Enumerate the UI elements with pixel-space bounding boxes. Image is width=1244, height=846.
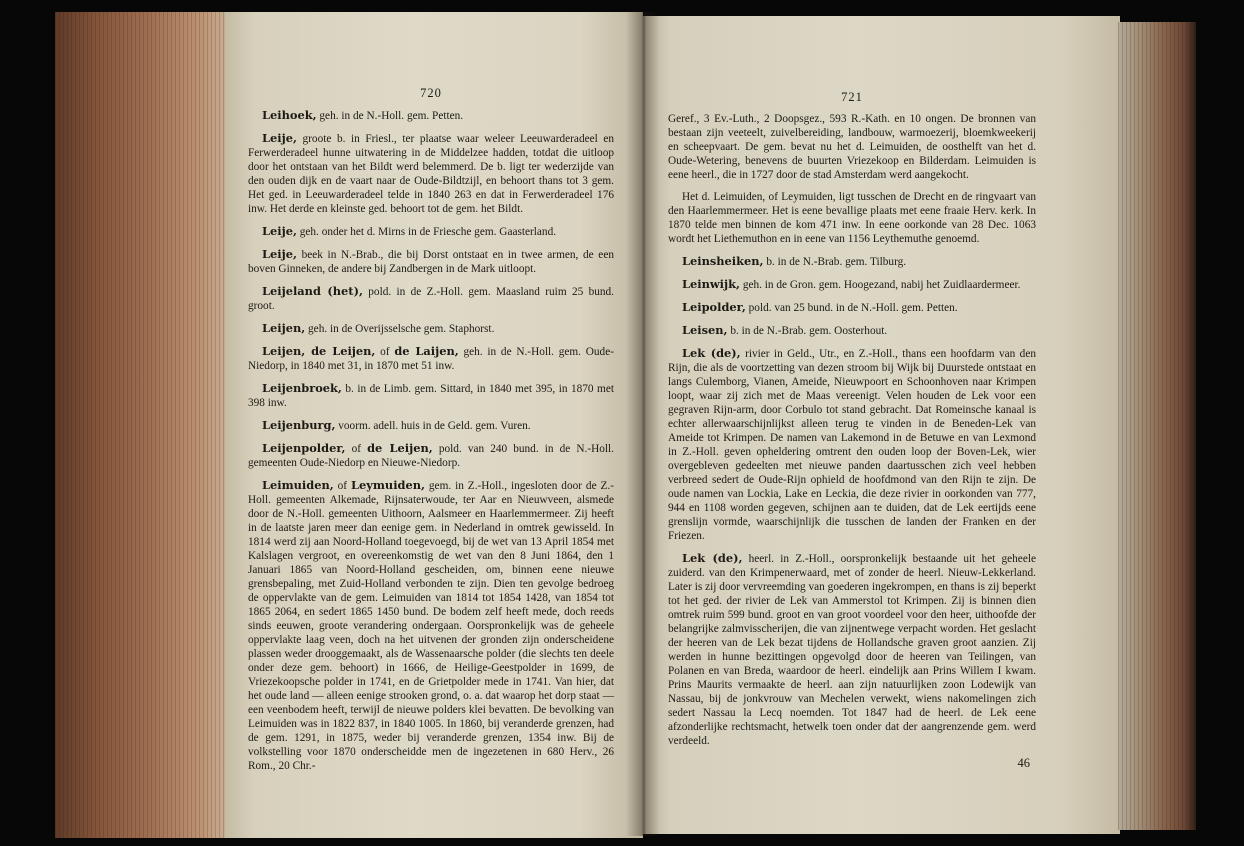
entry-body: rivier in Geld., Utr., en Z.-Holl., thans een hoofdarm van den Rijn, die als de voortzetting van dezen stroom bij Wijk bij Duurstede ontstaat en langs Culemborg, Vianen, Ameide, Nieuwpoort en Schoonhoven naar Krimpen loopt, waar zij zich met de Maas vereenigt. Velen houden de Lek voor een gegraven Rijn-arm, door Corbulo tot stand gebracht. Dat Romeinsche kanaal is echter allerwaarschijnlijkst alleen terug te vinden in de Beneden-Lek van Ameide tot Krimpen. De namen van Lakemond in de Betuwe en van Lexmond in Z.-Holl. geven opheldering omtrent den ouden loop der Boven-Lek, wier overgebleven gedeelten met nieuwe panden daartusschen zich veel hebben verbreed sedert de Oude-Rijn ophield de hoofdmond van den Rijn te zijn. De oude namen van Lockia, Lake en Leckia, die deze rivier in oorkonden van 777, 944 en 1108 worden gegeven, schijnen aan te duiden, dat de Lek eertijds eene grenslijn vormde, waarschijnlijk die tusschen de landen der Franken en der Friezen.: [668, 348, 1036, 542]
entry-leijeland: [248, 284, 614, 313]
headword-joiner: of: [337, 480, 348, 492]
entry-leinsheiken: [668, 254, 1036, 269]
headword: Leijen,: [262, 321, 306, 335]
entry-body: pold. in de Z.-Holl. gem. Maasland ruim 25 bund. groot.: [248, 286, 615, 312]
entry-body: gem. in Z.-Holl., ingesloten door de Z.-Holl. gemeenten Alkemade, Rijnsaterwoude, ter Aar en Nieuwveen, alsmede door de N.-Holl. gemeenten Uithoorn, Aalsmeer en Haarlemmermeer. Zij heeft in de laatste jaren meer dan eenige gem. in Nederland in omtrek gewisseld. In 1814 werd zij aan Noord-Holland toegevoegd, bij de wet van 13 April 1854 met Kalslagen vergroot, en overeenkomstig de wet van den 8 Juni 1864, den 1 Januari 1865 van Noord-Holland gescheiden, om, binnen eene nieuwe grensbepaling, met Zuid-Holland verbonden te zijn. Dien ten gevolge bedroeg de oppervlakte van de gem. Leimuiden van 1814 tot 1854 1428, van 1854 tot 1865 2064, en sedert 1865 1450 bund. De bodem zelf heeft mede, doch reeds sinds eeuwen, groote verandering ondergaan. Oorspronkelijk was de geheele oppervlakte laag veen, doch na het uitvenen der gronden zijn onderscheidene plassen weder drooggemaakt, als de Wassenaarsche polder (die slechts ten deele onder deze gem. behoort) in 1666, de Heilige-Geestpolder in 1699, de Vriezekoopsche polder in 1741, en de Grietpolder mede in 1741. Van hier, dat het oude land — alleen eenige strooken grond, o. a. dat waarop het dorp staat — een veenbodem heeft, terwijl de nieuwe polders klei bevatten. De bevolking van Leimuiden was in 1822 837, in 1840 1005. In 1860, bij veranderde grenzen, had de gem. 1291, in 1875, weder bij veranderde grenzen, 1354 inw. Bij de volkstelling voor 1870 onderscheidde men de ingezetenen in 680 Herv., 26 Rom., 20 Chr.-: [248, 480, 614, 772]
entry-body: b. in de N.-Brab. gem. Tilburg.: [766, 256, 907, 268]
entry-leijenbroek: [248, 381, 614, 410]
headword-variant: de Laijen,: [394, 344, 459, 358]
headword: Leije,: [262, 224, 297, 238]
left-page-text: [248, 86, 614, 781]
entry-lek-heerlijkheid: [668, 551, 1036, 748]
headword: Leihoek,: [262, 108, 317, 122]
headword-joiner: of: [380, 346, 390, 358]
signature-mark: 46: [1017, 756, 1030, 770]
headword: Leije,: [262, 247, 297, 261]
entry-body: geh. in de N.-Holl. gem. Petten.: [319, 110, 464, 122]
entry-lek-rivier: [668, 346, 1036, 543]
entry-body: beek in N.-Brab., die bij Dorst ontstaat en in twee armen, de een boven Ginneken, de andere bij Zandbergen in de Mark uitloopt.: [248, 249, 614, 275]
headword: Leijenburg,: [262, 418, 336, 432]
entry-body: voorm. adell. huis in de Geld. gem. Vuren.: [338, 420, 531, 432]
right-page-stack-edge: [1118, 22, 1196, 830]
headword: Leijen, de Leijen,: [262, 344, 376, 358]
entry-leije-1: [248, 131, 614, 216]
right-page-text: [668, 90, 1036, 770]
entry-body: geh. onder het d. Mirns in de Friesche gem. Gaasterland.: [299, 226, 557, 238]
headword: Leimuiden,: [262, 478, 334, 492]
paragraph-leimuiden-village: Het d. Leimuiden, of Leymuiden, ligt tusschen de Drecht en de ringvaart van den Haarlemmermeer. Het is eene bevallige plaats met eene fraaie Herv. kerk. In 1870 telde men binnen de kom 471 inw. In eene oorkonde van 28 Dec. 1063 wordt het Liethemuthon en in eene van 1156 Leythemuthe genoemd.: [668, 191, 1036, 245]
headword: Lek (de),: [682, 346, 741, 360]
entry-leije-3: [248, 247, 614, 276]
headword: Leisen,: [682, 323, 728, 337]
headword: Leinsheiken,: [682, 254, 764, 268]
page-number: 721: [841, 90, 863, 104]
headword: Leinwijk,: [682, 277, 740, 291]
headword: Leije,: [262, 131, 297, 145]
entry-leipolder: [668, 300, 1036, 315]
entry-body: geh. in de Gron. gem. Hoogezand, nabij het Zuidlaardermeer.: [742, 279, 1021, 291]
entry-body: heerl. in Z.-Holl., oorspronkelijk bestaande uit het geheele zuiderd. van den Krimpenerwaard, met of zonder de heerl. Nieuw-Lekkerland. Later is zij door vervreemding van goederen ingekrompen, en thans is zij beperkt tot het ged. der rivier de Lek van Ammerstol tot Krimpen. Zij is binnen dien omtrek ruim 599 bund. groot en van groot voordeel voor den heer, uithoofde der belangrijke zalmvisscherijen, die van zijnentwege verpacht worden. Het geslacht der heeren van de Lek bezat tijdens de Hollandsche graven groot aanzien. Zij werden in hunne bezittingen opgevolgd door de heeren van Teilingen, van Polanen en van Breda, waardoor de heerl. eindelijk aan Prins Willem I kwam. Prins Maurits vermaakte de heerl. aan zijn natuurlijken zoon Lodewijk van Nassau, bij de jonkvrouw van Mechelen verwekt, wiens nakomelingen zich sedert Nassau la Lecq noemden. Tot 1847 had de heerl. de Lek eene afzonderlijke rechtsmacht, hetwelk toen onder dat der aangrenzende gem. werd verdeeld.: [668, 553, 1036, 747]
entry-leijenburg: [248, 418, 614, 433]
entry-leije-2: [248, 224, 614, 239]
entry-body: pold. van 240 bund. in de N.-Holl. gemeenten Oude-Niedorp en Nieuwe-Niedorp.: [248, 443, 615, 469]
entry-body: groote b. in Friesl., ter plaatse waar weleer Leeuwarderadeel en Ferwerderadeel hunne uitwatering in de Middelzee hadden, totdat die uitloop door het ontstaan van het Bildt werd belemmerd. De b. ligt ter wederzijde van den ouden dijk en de vaart naar de Oude-Bildtzijl, en behoort thans tot 3 gem. Het ged. in Leeuwarderadeel telde in 1840 263 en dat in Ferwerderadeel 176 inw. Het derde en kleinste ged. behoort tot de gem. het Bildt.: [248, 133, 614, 215]
entry-body: geh. in de N.-Holl. gem. Oude-Niedorp, in 1840 met 31, in 1870 met 51 inw.: [248, 346, 614, 372]
left-page-stack-edge: [55, 12, 227, 838]
entry-leijen-2: [248, 344, 614, 373]
entry-leimuiden: [248, 478, 614, 773]
headword: Leipolder,: [682, 300, 746, 314]
book-gutter: [626, 12, 660, 836]
entry-body: b. in de N.-Brab. gem. Oosterhout.: [730, 325, 888, 337]
headword-variant: Leymuiden,: [350, 478, 425, 492]
entry-leijen-1: [248, 321, 614, 336]
entry-body: b. in de Limb. gem. Sittard, in 1840 met 395, in 1870 met 398 inw.: [248, 383, 614, 409]
headword: Lek (de),: [682, 551, 743, 565]
headword-joiner: of: [351, 443, 361, 455]
entry-leijenpolder: [248, 441, 614, 470]
headword-variant: de Leijen,: [367, 441, 433, 455]
entry-leinwijk: [668, 277, 1036, 292]
headword: Leijenbroek,: [262, 381, 342, 395]
entry-body: geh. in de Overijsselsche gem. Staphorst.: [308, 323, 495, 335]
headword: Leijenpolder,: [262, 441, 346, 455]
headword: Leijeland (het),: [262, 284, 363, 298]
continued-paragraph: Geref., 3 Ev.-Luth., 2 Doopsgez., 593 R.-Kath. en 10 ongen. De bronnen van bestaan zijn veeteelt, zuivelbereiding, landbouw, warmoezerij, bloemkweekerij en scheepvaart. De gem. bevat nu het d. Leimuiden, de oosthelft van het d. Oude-Wetering, benevens de buurten Vriezekoop en Bilderdam. Leimuiden is eene heerl., die in 1727 door de stad Amsterdam werd aangekocht.: [668, 113, 1036, 181]
entry-leihoek: [248, 108, 614, 123]
entry-body: pold. van 25 bund. in de N.-Holl. gem. Petten.: [748, 302, 958, 314]
entry-leisen: [668, 323, 1036, 338]
page-number: 720: [420, 86, 442, 100]
